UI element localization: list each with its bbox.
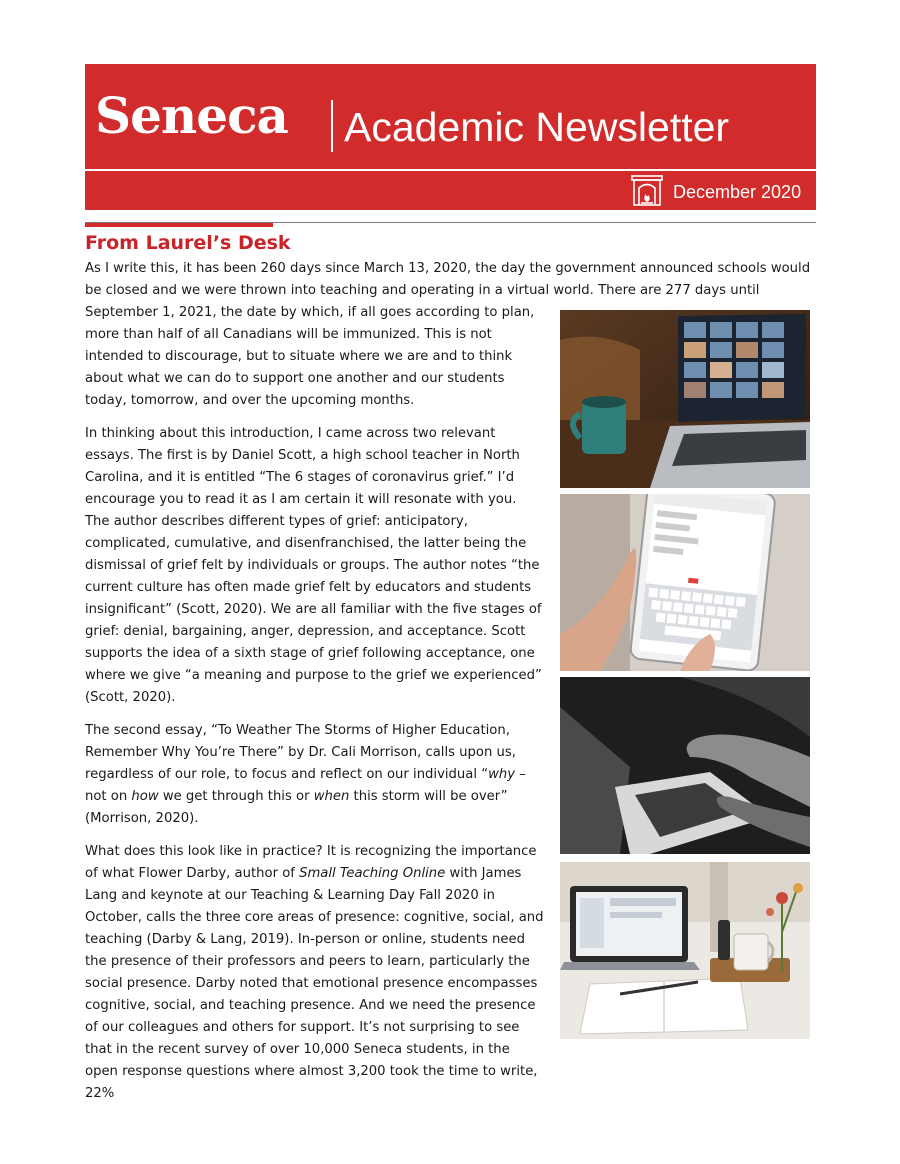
text-run: we get through this or xyxy=(158,789,314,804)
masthead-top xyxy=(85,64,816,168)
book-title: Small Teaching Online xyxy=(299,866,446,881)
issue-date: December 2020 xyxy=(673,182,802,202)
text-run: with James Lang and keynote at our Teaching & Learning Day Fall 2020 in October, calls the three core areas of presence: cognitive, social, and teaching (Darby & Lang, 2019). In-person or online, students need the presence of their professors and peers to learn, particularly the social presence. Darby noted that emotional presence encompasses cognitive, social, and teaching presence. And we need the presence of our colleagues and others for support. It’s not surprising to see that in the recent survey of over 10,000 Seneca students, in the open response questions where almost 3,200 took the time to write, 22% xyxy=(85,866,544,1101)
paragraph-1: September 1, 2021, the date by which, if all goes according to plan, more than half of all Canadians will be immunized. This is not intended to discourage, but to situate where we are and to think about what we can do to support one another and our students today, tomorrow, and over the upcoming months. xyxy=(85,305,535,408)
laptop-video-call-photo xyxy=(560,310,810,488)
article-body xyxy=(85,302,545,1116)
emphasis-how: how xyxy=(131,789,159,804)
laptop-typing-photo xyxy=(560,677,810,854)
text-run: What does this look like in practice? It is recognizing the importance of what Flower Darby, author of xyxy=(85,844,537,881)
fireplace-icon xyxy=(630,173,664,207)
text-run: The second essay, “To Weather The Storms of Higher Education, Remember Why You’re There” by Dr. Cali Morrison, calls upon us, regardless of our role, to focus and reflect on our individual “ xyxy=(85,723,516,782)
emphasis-why: why xyxy=(488,767,516,782)
tablet-messaging-photo xyxy=(560,494,810,671)
paragraph-4 xyxy=(85,841,545,1105)
banner-divider xyxy=(85,169,816,171)
text-run: this storm will be over” (Morrison, 2020). xyxy=(85,789,508,826)
masthead-banner xyxy=(85,64,816,210)
brand-divider xyxy=(331,100,333,152)
newsletter-title: Academic Newsletter xyxy=(344,104,730,150)
text-run: – not on xyxy=(85,767,526,804)
paragraph-2: In thinking about this introduction, I came across two relevant essays. The first is by Daniel Scott, a high school teacher in North Carolina, and it is entitled “The 6 stages of coronavirus grief.” I’d encourage you to read it as I am certain it will resonate with you. The author describes different types of grief: anticipatory, complicated, cumulative, and disenfranchised, the latter being the dismissal of grief felt by individuals or groups. The author notes “the current culture has often made grief felt by educators and students insignificant” (Scott, 2020). We are all familiar with the five stages of grief: denial, bargaining, anger, depression, and acceptance. Scott supports the idea of a sixth stage of grief following acceptance, one where we give “a meaning and purpose to the grief we experienced” (Scott, 2020). xyxy=(85,426,542,705)
section-accent-bar xyxy=(85,223,273,227)
emphasis-when: when xyxy=(313,789,350,804)
lead-paragraph: As I write this, it has been 260 days since March 13, 2020, the day the government announced schools would be closed and we were thrown into teaching and operating in a virtual world. There are 277 days until xyxy=(85,261,811,298)
laptop-notebook-desk-photo xyxy=(560,862,810,1039)
paragraph-3 xyxy=(85,720,545,830)
brand-logo: Seneca xyxy=(95,86,288,145)
section-heading: From Laurel’s Desk xyxy=(85,232,291,254)
